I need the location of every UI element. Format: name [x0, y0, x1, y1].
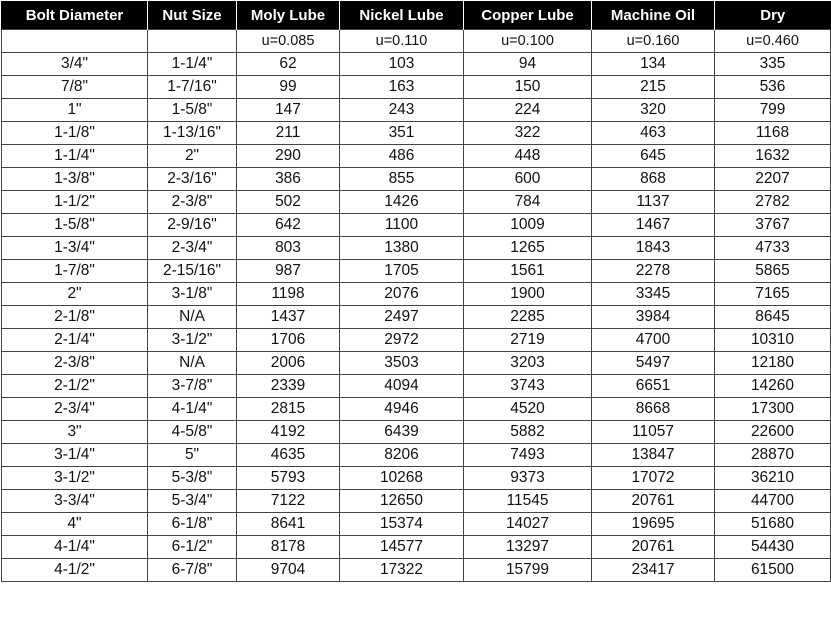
- cell-nut-size: 3-1/2": [148, 329, 237, 352]
- cell-bolt-diameter: 1-1/4": [2, 145, 148, 168]
- cell-moly-lube: 1706: [237, 329, 340, 352]
- cell-bolt-diameter: 4-1/2": [2, 559, 148, 582]
- cell-bolt-diameter: 2-3/4": [2, 398, 148, 421]
- cell-bolt-diameter: 1-7/8": [2, 260, 148, 283]
- header-machine-oil: Machine Oil: [592, 1, 715, 30]
- cell-nut-size: 6-7/8": [148, 559, 237, 582]
- cell-dry: 36210: [715, 467, 831, 490]
- cell-nickel-lube: 1380: [340, 237, 464, 260]
- cell-nut-size: 1-1/4": [148, 53, 237, 76]
- cell-copper-lube: 1900: [464, 283, 592, 306]
- cell-moly-lube: 4635: [237, 444, 340, 467]
- cell-nickel-lube: 15374: [340, 513, 464, 536]
- cell-machine-oil: 20761: [592, 536, 715, 559]
- cell-machine-oil: 1137: [592, 191, 715, 214]
- cell-nut-size: N/A: [148, 306, 237, 329]
- cell-nut-size: 3-1/8": [148, 283, 237, 306]
- cell-dry: 22600: [715, 421, 831, 444]
- cell-bolt-diameter: 2": [2, 283, 148, 306]
- cell-nut-size: 2-9/16": [148, 214, 237, 237]
- cell-bolt-diameter: 2-1/4": [2, 329, 148, 352]
- cell-nut-size: 3-7/8": [148, 375, 237, 398]
- coefficient-cell: u=0.460: [715, 30, 831, 53]
- header-dry: Dry: [715, 1, 831, 30]
- cell-copper-lube: 5882: [464, 421, 592, 444]
- cell-nickel-lube: 1426: [340, 191, 464, 214]
- table-row: [2, 398, 831, 421]
- cell-machine-oil: 23417: [592, 559, 715, 582]
- cell-dry: 51680: [715, 513, 831, 536]
- cell-copper-lube: 322: [464, 122, 592, 145]
- cell-dry: 3767: [715, 214, 831, 237]
- cell-moly-lube: 803: [237, 237, 340, 260]
- cell-dry: 536: [715, 76, 831, 99]
- cell-moly-lube: 5793: [237, 467, 340, 490]
- cell-moly-lube: 8641: [237, 513, 340, 536]
- table-row: [2, 352, 831, 375]
- header-moly-lube: Moly Lube: [237, 1, 340, 30]
- header-nut-size: Nut Size: [148, 1, 237, 30]
- table-row: [2, 306, 831, 329]
- cell-nickel-lube: 12650: [340, 490, 464, 513]
- cell-machine-oil: 463: [592, 122, 715, 145]
- cell-copper-lube: 9373: [464, 467, 592, 490]
- cell-dry: 54430: [715, 536, 831, 559]
- cell-bolt-diameter: 2-3/8": [2, 352, 148, 375]
- cell-copper-lube: 2285: [464, 306, 592, 329]
- cell-nickel-lube: 4094: [340, 375, 464, 398]
- cell-machine-oil: 320: [592, 99, 715, 122]
- cell-bolt-diameter: 1-1/2": [2, 191, 148, 214]
- cell-moly-lube: 211: [237, 122, 340, 145]
- cell-machine-oil: 6651: [592, 375, 715, 398]
- coefficient-cell: [2, 30, 148, 53]
- cell-machine-oil: 2278: [592, 260, 715, 283]
- cell-moly-lube: 4192: [237, 421, 340, 444]
- table-row: [2, 329, 831, 352]
- cell-moly-lube: 502: [237, 191, 340, 214]
- cell-nut-size: 1-5/8": [148, 99, 237, 122]
- cell-nickel-lube: 4946: [340, 398, 464, 421]
- cell-bolt-diameter: 3": [2, 421, 148, 444]
- cell-bolt-diameter: 1-3/4": [2, 237, 148, 260]
- cell-moly-lube: 2815: [237, 398, 340, 421]
- cell-dry: 28870: [715, 444, 831, 467]
- cell-copper-lube: 2719: [464, 329, 592, 352]
- cell-nickel-lube: 351: [340, 122, 464, 145]
- coefficient-row: [2, 30, 831, 53]
- cell-moly-lube: 9704: [237, 559, 340, 582]
- cell-nut-size: N/A: [148, 352, 237, 375]
- cell-copper-lube: 11545: [464, 490, 592, 513]
- table-row: [2, 559, 831, 582]
- cell-bolt-diameter: 7/8": [2, 76, 148, 99]
- table-row: [2, 283, 831, 306]
- cell-machine-oil: 5497: [592, 352, 715, 375]
- table-row: [2, 214, 831, 237]
- cell-nickel-lube: 2497: [340, 306, 464, 329]
- torque-table: [1, 1, 831, 582]
- cell-dry: 2207: [715, 168, 831, 191]
- cell-nickel-lube: 17322: [340, 559, 464, 582]
- table-row: [2, 122, 831, 145]
- cell-bolt-diameter: 2-1/8": [2, 306, 148, 329]
- coefficient-cell: u=0.160: [592, 30, 715, 53]
- table-row: [2, 260, 831, 283]
- cell-moly-lube: 987: [237, 260, 340, 283]
- cell-copper-lube: 4520: [464, 398, 592, 421]
- cell-copper-lube: 784: [464, 191, 592, 214]
- cell-machine-oil: 1843: [592, 237, 715, 260]
- cell-machine-oil: 8668: [592, 398, 715, 421]
- header-nickel-lube: Nickel Lube: [340, 1, 464, 30]
- cell-machine-oil: 645: [592, 145, 715, 168]
- cell-moly-lube: 1198: [237, 283, 340, 306]
- cell-bolt-diameter: 3-3/4": [2, 490, 148, 513]
- cell-moly-lube: 642: [237, 214, 340, 237]
- cell-dry: 8645: [715, 306, 831, 329]
- cell-nickel-lube: 103: [340, 53, 464, 76]
- cell-dry: 2782: [715, 191, 831, 214]
- cell-nut-size: 2": [148, 145, 237, 168]
- cell-machine-oil: 3984: [592, 306, 715, 329]
- cell-moly-lube: 1437: [237, 306, 340, 329]
- cell-machine-oil: 19695: [592, 513, 715, 536]
- cell-dry: 799: [715, 99, 831, 122]
- cell-bolt-diameter: 1-5/8": [2, 214, 148, 237]
- cell-dry: 5865: [715, 260, 831, 283]
- cell-moly-lube: 386: [237, 168, 340, 191]
- cell-nickel-lube: 8206: [340, 444, 464, 467]
- cell-copper-lube: 150: [464, 76, 592, 99]
- cell-nickel-lube: 243: [340, 99, 464, 122]
- cell-dry: 44700: [715, 490, 831, 513]
- cell-moly-lube: 2006: [237, 352, 340, 375]
- cell-dry: 14260: [715, 375, 831, 398]
- cell-nut-size: 5-3/4": [148, 490, 237, 513]
- cell-bolt-diameter: 3/4": [2, 53, 148, 76]
- table-row: [2, 53, 831, 76]
- cell-copper-lube: 3743: [464, 375, 592, 398]
- header-row: [2, 1, 831, 30]
- table-row: [2, 490, 831, 513]
- table-row: [2, 444, 831, 467]
- table-row: [2, 191, 831, 214]
- cell-nut-size: 5": [148, 444, 237, 467]
- table-row: [2, 145, 831, 168]
- cell-bolt-diameter: 4": [2, 513, 148, 536]
- cell-moly-lube: 62: [237, 53, 340, 76]
- coefficient-cell: u=0.085: [237, 30, 340, 53]
- cell-copper-lube: 3203: [464, 352, 592, 375]
- cell-bolt-diameter: 1-3/8": [2, 168, 148, 191]
- cell-nickel-lube: 1705: [340, 260, 464, 283]
- cell-nickel-lube: 14577: [340, 536, 464, 559]
- cell-nickel-lube: 2972: [340, 329, 464, 352]
- cell-dry: 7165: [715, 283, 831, 306]
- cell-bolt-diameter: 3-1/2": [2, 467, 148, 490]
- cell-nut-size: 4-5/8": [148, 421, 237, 444]
- table-row: [2, 168, 831, 191]
- cell-nickel-lube: 855: [340, 168, 464, 191]
- cell-moly-lube: 99: [237, 76, 340, 99]
- table-row: [2, 421, 831, 444]
- cell-machine-oil: 13847: [592, 444, 715, 467]
- table-row: [2, 536, 831, 559]
- cell-machine-oil: 3345: [592, 283, 715, 306]
- cell-machine-oil: 20761: [592, 490, 715, 513]
- cell-copper-lube: 94: [464, 53, 592, 76]
- cell-bolt-diameter: 3-1/4": [2, 444, 148, 467]
- cell-copper-lube: 1265: [464, 237, 592, 260]
- cell-copper-lube: 13297: [464, 536, 592, 559]
- cell-nut-size: 2-3/4": [148, 237, 237, 260]
- cell-dry: 17300: [715, 398, 831, 421]
- cell-copper-lube: 15799: [464, 559, 592, 582]
- cell-nickel-lube: 1100: [340, 214, 464, 237]
- cell-machine-oil: 1467: [592, 214, 715, 237]
- header-bolt-diameter: Bolt Diameter: [2, 1, 148, 30]
- table-row: [2, 467, 831, 490]
- table-row: [2, 375, 831, 398]
- cell-nickel-lube: 3503: [340, 352, 464, 375]
- cell-copper-lube: 600: [464, 168, 592, 191]
- cell-moly-lube: 7122: [237, 490, 340, 513]
- table-row: [2, 513, 831, 536]
- cell-copper-lube: 7493: [464, 444, 592, 467]
- cell-nickel-lube: 163: [340, 76, 464, 99]
- cell-machine-oil: 215: [592, 76, 715, 99]
- table-row: [2, 99, 831, 122]
- coefficient-cell: u=0.100: [464, 30, 592, 53]
- coefficient-cell: u=0.110: [340, 30, 464, 53]
- cell-machine-oil: 17072: [592, 467, 715, 490]
- cell-machine-oil: 868: [592, 168, 715, 191]
- cell-bolt-diameter: 4-1/4": [2, 536, 148, 559]
- cell-machine-oil: 4700: [592, 329, 715, 352]
- cell-dry: 10310: [715, 329, 831, 352]
- cell-copper-lube: 224: [464, 99, 592, 122]
- cell-machine-oil: 11057: [592, 421, 715, 444]
- cell-copper-lube: 1009: [464, 214, 592, 237]
- cell-nickel-lube: 2076: [340, 283, 464, 306]
- cell-dry: 61500: [715, 559, 831, 582]
- cell-nickel-lube: 10268: [340, 467, 464, 490]
- cell-nut-size: 6-1/2": [148, 536, 237, 559]
- cell-nut-size: 1-13/16": [148, 122, 237, 145]
- cell-nickel-lube: 486: [340, 145, 464, 168]
- cell-copper-lube: 14027: [464, 513, 592, 536]
- table-row: [2, 76, 831, 99]
- cell-moly-lube: 8178: [237, 536, 340, 559]
- cell-nut-size: 1-7/16": [148, 76, 237, 99]
- table-row: [2, 237, 831, 260]
- cell-bolt-diameter: 1": [2, 99, 148, 122]
- cell-copper-lube: 448: [464, 145, 592, 168]
- cell-moly-lube: 2339: [237, 375, 340, 398]
- cell-nickel-lube: 6439: [340, 421, 464, 444]
- cell-nut-size: 2-3/8": [148, 191, 237, 214]
- cell-nut-size: 4-1/4": [148, 398, 237, 421]
- cell-dry: 1168: [715, 122, 831, 145]
- cell-copper-lube: 1561: [464, 260, 592, 283]
- header-copper-lube: Copper Lube: [464, 1, 592, 30]
- cell-moly-lube: 290: [237, 145, 340, 168]
- cell-nut-size: 2-15/16": [148, 260, 237, 283]
- cell-nut-size: 2-3/16": [148, 168, 237, 191]
- cell-dry: 4733: [715, 237, 831, 260]
- cell-dry: 1632: [715, 145, 831, 168]
- cell-nut-size: 6-1/8": [148, 513, 237, 536]
- coefficient-cell: [148, 30, 237, 53]
- cell-dry: 12180: [715, 352, 831, 375]
- cell-moly-lube: 147: [237, 99, 340, 122]
- cell-bolt-diameter: 2-1/2": [2, 375, 148, 398]
- cell-bolt-diameter: 1-1/8": [2, 122, 148, 145]
- cell-machine-oil: 134: [592, 53, 715, 76]
- cell-nut-size: 5-3/8": [148, 467, 237, 490]
- cell-dry: 335: [715, 53, 831, 76]
